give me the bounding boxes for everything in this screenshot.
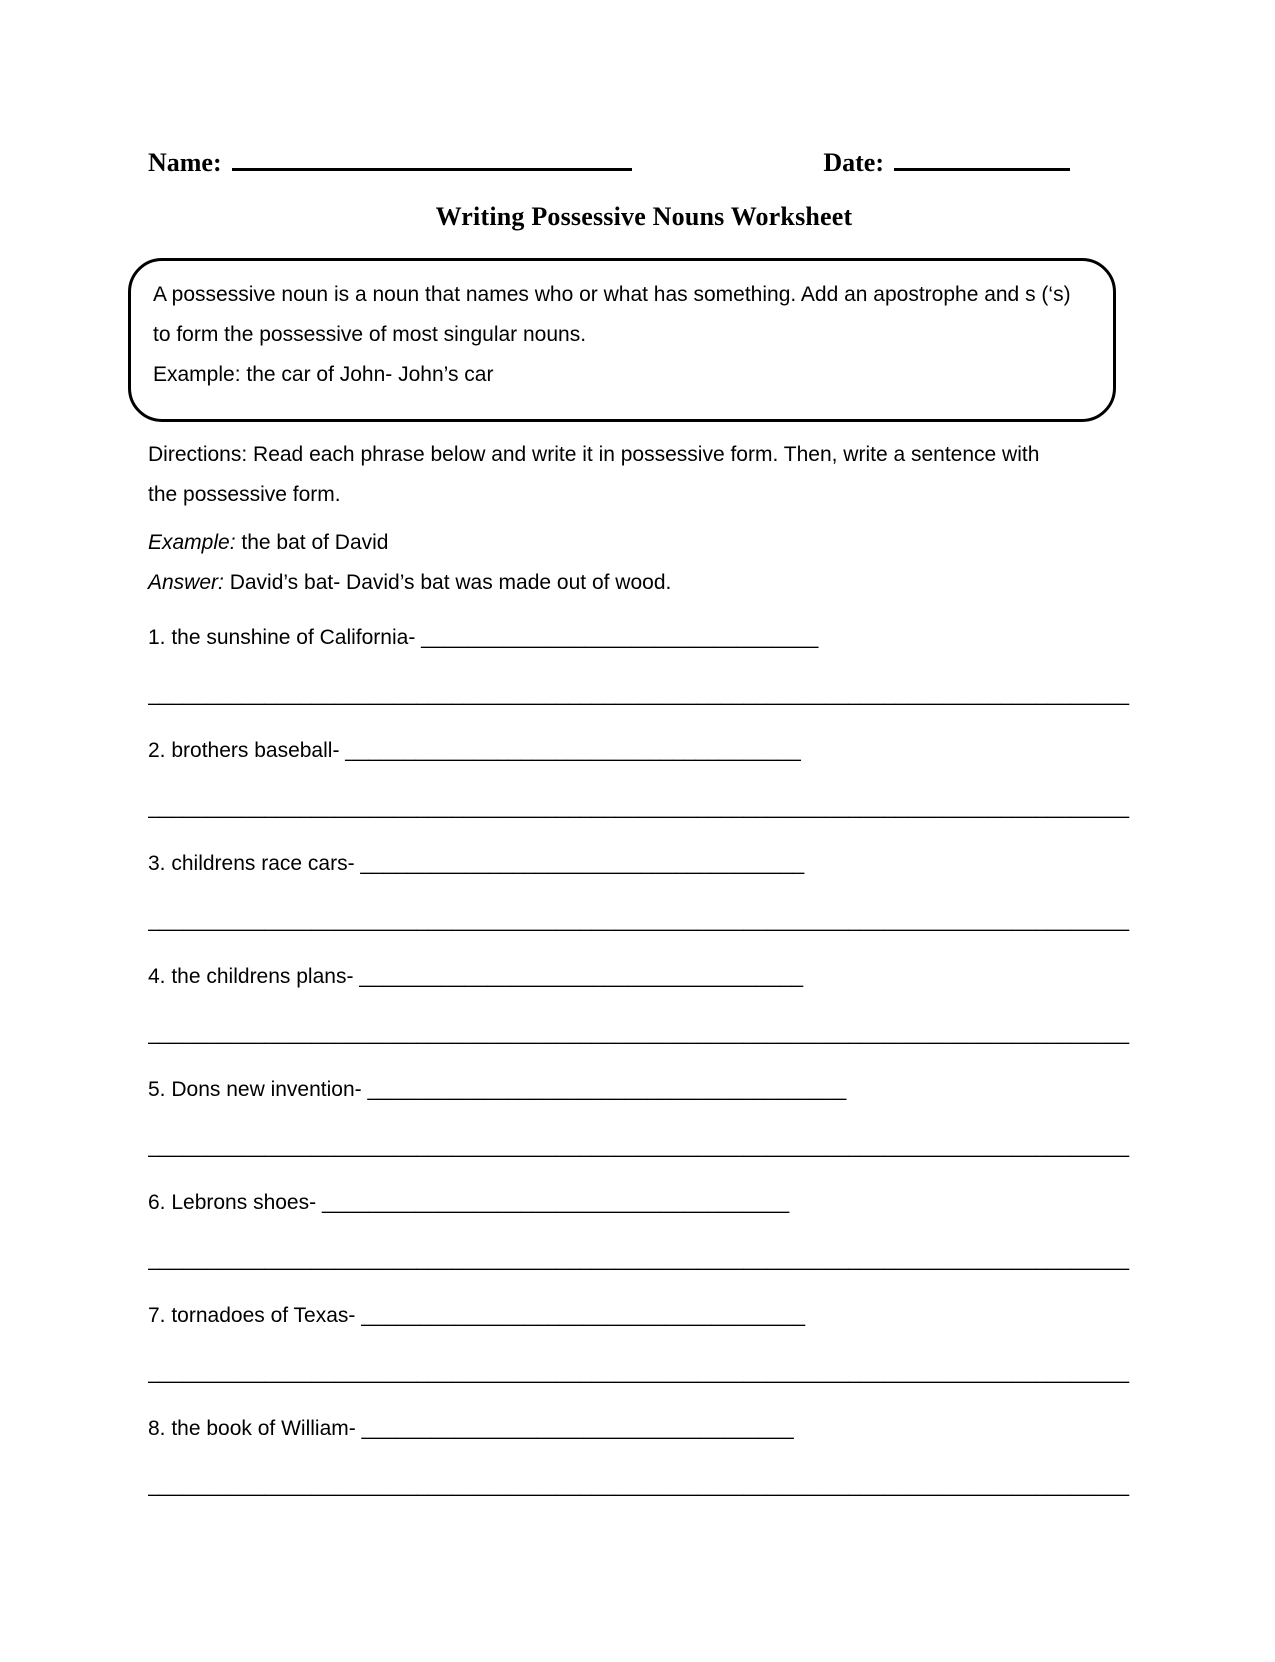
- sentence-blank-line: ____________________________________________________________________________________: [148, 909, 1130, 933]
- item-label: 5. Dons new invention-: [148, 1078, 362, 1102]
- example-line: [148, 523, 1140, 563]
- definition-line: to form the possessive of most singular nouns.: [153, 323, 587, 347]
- sentence-blank-line: ____________________________________________________________________________________: [148, 1022, 1130, 1046]
- definition-example-line: Example: the car of John- John’s car: [153, 363, 494, 387]
- item-label: 3. childrens race cars-: [148, 852, 355, 876]
- sentence-blank-line: ____________________________________________________________________________________: [148, 1474, 1130, 1498]
- worksheet-item-4: [148, 964, 1140, 990]
- header-row: [148, 145, 1140, 178]
- worksheet-item-2: [148, 738, 1140, 764]
- worksheet-item-7: [148, 1303, 1140, 1329]
- worksheet-item-5: [148, 1077, 1140, 1103]
- directions-line: the possessive form.: [148, 483, 341, 507]
- item-inline-blank: _____________________________________: [361, 1417, 794, 1441]
- answer-label: Answer:: [148, 571, 224, 595]
- item-label: 6. Lebrons shoes-: [148, 1191, 317, 1215]
- worksheet-item-1: [148, 625, 1140, 651]
- item-inline-blank: _________________________________________: [367, 1078, 847, 1102]
- item-inline-blank: __________________________________: [421, 626, 819, 650]
- item-inline-blank: ______________________________________: [360, 852, 805, 876]
- worksheet-item-8: [148, 1416, 1140, 1442]
- definition-box: [128, 258, 1116, 422]
- answer-line: [148, 563, 1140, 603]
- item-inline-blank: ______________________________________: [359, 965, 804, 989]
- worksheet-items: [148, 625, 1140, 1499]
- name-blank-line: [232, 145, 632, 171]
- example-phrase: the bat of David: [241, 531, 389, 555]
- worksheet-item-6: [148, 1190, 1140, 1216]
- directions-text: [148, 435, 1140, 515]
- example-label: Example:: [148, 531, 236, 555]
- date-blank-line: [894, 145, 1070, 171]
- sentence-blank-line: ____________________________________________________________________________________: [148, 683, 1130, 707]
- item-label: 1. the sunshine of California-: [148, 626, 416, 650]
- sentence-blank-line: ____________________________________________________________________________________: [148, 1248, 1130, 1272]
- example-block: [148, 523, 1140, 603]
- date-label: Date:: [823, 148, 884, 178]
- name-label: Name:: [148, 148, 222, 178]
- item-inline-blank: _______________________________________: [345, 739, 801, 763]
- item-inline-blank: ______________________________________: [361, 1304, 806, 1328]
- item-label: 8. the book of William-: [148, 1417, 356, 1441]
- page-title: Writing Possessive Nouns Worksheet: [435, 202, 853, 232]
- item-inline-blank: ________________________________________: [321, 1191, 790, 1215]
- sentence-blank-line: ____________________________________________________________________________________: [148, 1361, 1130, 1385]
- date-group: [823, 145, 1070, 178]
- sentence-blank-line: ____________________________________________________________________________________: [148, 796, 1130, 820]
- sentence-blank-line: ____________________________________________________________________________________: [148, 1135, 1130, 1159]
- item-label: 7. tornadoes of Texas-: [148, 1304, 356, 1328]
- item-label: 4. the childrens plans-: [148, 965, 354, 989]
- worksheet-item-3: [148, 851, 1140, 877]
- answer-text: David’s bat- David’s bat was made out of wood.: [229, 571, 672, 595]
- directions-line: Directions: Read each phrase below and write it in possessive form. Then, write a sentence with: [148, 443, 1040, 467]
- item-label: 2. brothers baseball-: [148, 739, 340, 763]
- definition-line: A possessive noun is a noun that names who or what has something. Add an apostrophe and s (‘s): [153, 283, 1071, 307]
